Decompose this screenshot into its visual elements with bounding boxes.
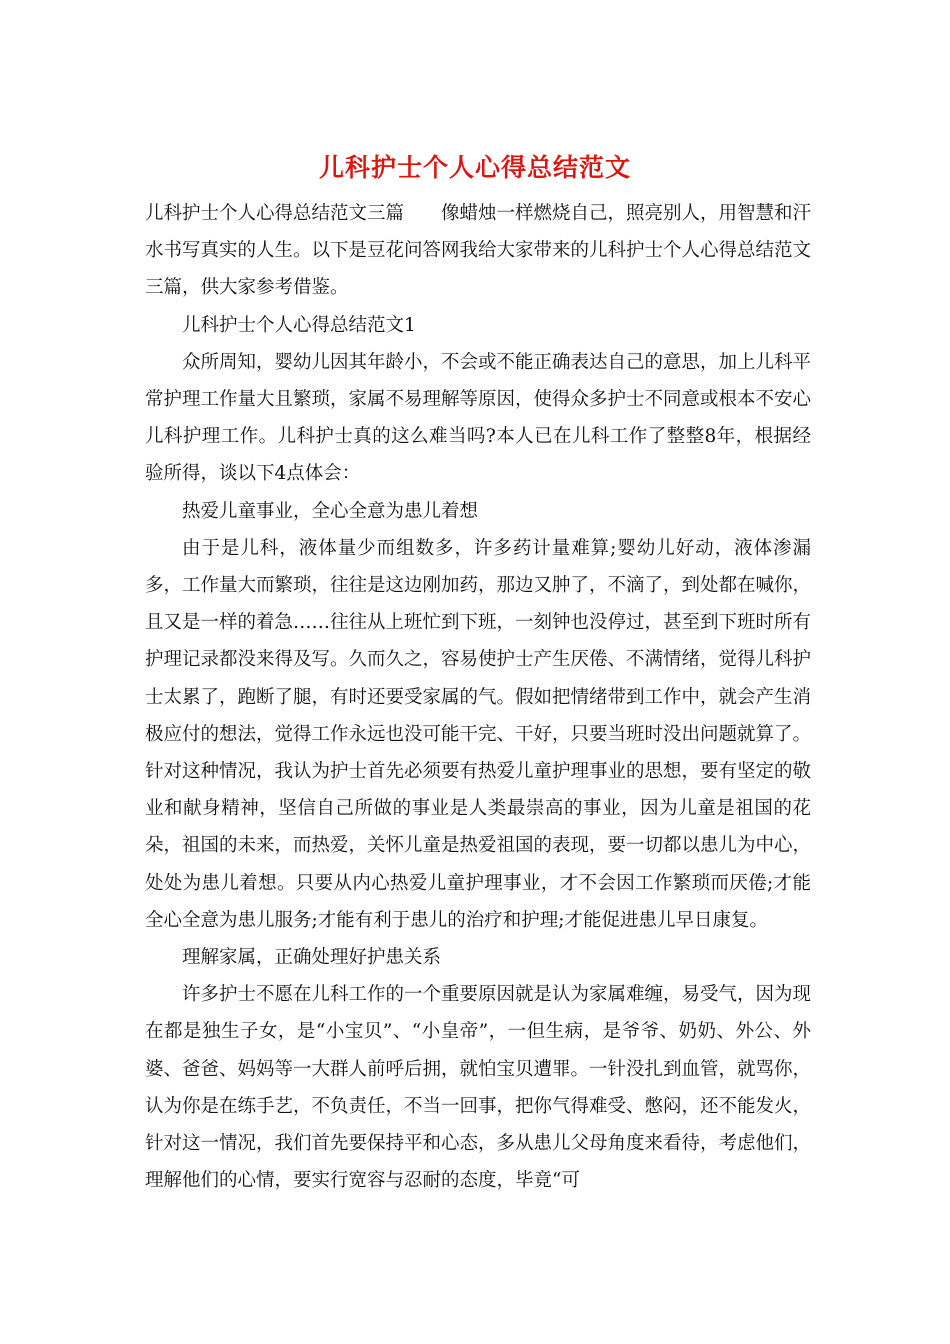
section-heading-1: 儿科护士个人心得总结范文1	[182, 314, 416, 336]
intro-paragraph: 儿科护士个人心得总结范文三篇 像蜡烛一样燃烧自己，照亮别人，用智慧和汗水书写真实的人生。以下是豆花问答网我给大家带来的儿科护士个人心得总结范文三篇，供大家参考借鉴。	[145, 203, 812, 299]
paragraph: 众所周知，婴幼儿因其年龄小，不会或不能正确表达自己的意思，加上儿科平常护理工作量大且繁琐，家属不易理解等原因，使得众多护士不同意或根本不安心儿科护理工作。儿科护士真的这么难当吗?本人已在儿科工作了整整8年，根据经验所得，谈以下4点体会：	[145, 351, 812, 485]
subheading-love-children: 热爱儿童事业，全心全意为患儿着想	[182, 500, 479, 522]
paragraph: 许多护士不愿在儿科工作的一个重要原因就是认为家属难缠，易受气，因为现在都是独生子女，是“小宝贝”、“小皇帝”，一但生病，是爷爷、奶奶、外公、外婆、爸爸、妈妈等一大群人前呼后拥，就怕宝贝遭罪。一针没扎到血管，就骂你，认为你是在练手艺，不负责任，不当一回事，把你气得难受、憋闷，还不能发火，针对这一情况，我们首先要保持平和心态，多从患儿父母角度来看待，考虑他们，理解他们的心情，要实行宽容与忍耐的态度，毕竟“可	[145, 984, 812, 1192]
document-body	[145, 195, 811, 1199]
subheading-understand-family: 理解家属，正确处理好护患关系	[182, 947, 442, 969]
paragraph: 由于是儿科，液体量少而组数多，许多药计量难算;婴幼儿好动，液体渗漏多，工作量大而繁琐，往往是这边刚加药，那边又肿了，不滴了，到处都在喊你，且又是一样的着急……往往从上班忙到下班，一刻钟也没停过，甚至到下班时所有护理记录都没来得及写。久而久之，容易使护士产生厌倦、不满情绪，觉得儿科护士太累了，跑断了腿，有时还要受家属的气。假如把情绪带到工作中，就会产生消极应付的想法，觉得工作永远也没可能干完、干好，只要当班时没出问题就算了。针对这种情况，我认为护士首先必须要有热爱儿童护理事业的思想，要有坚定的敬业和献身精神，坚信自己所做的事业是人类最崇高的事业，因为儿童是祖国的花朵，祖国的未来，而热爱，关怀儿童是热爱祖国的表现，要一切都以患儿为中心，处处为患儿着想。只要从内心热爱儿童护理事业，才不会因工作繁琐而厌倦;才能全心全意为患儿服务;才能有利于患儿的治疗和护理;才能促进患儿早日康复。	[145, 537, 812, 931]
document-title: 儿科护士个人心得总结范文	[318, 153, 631, 182]
